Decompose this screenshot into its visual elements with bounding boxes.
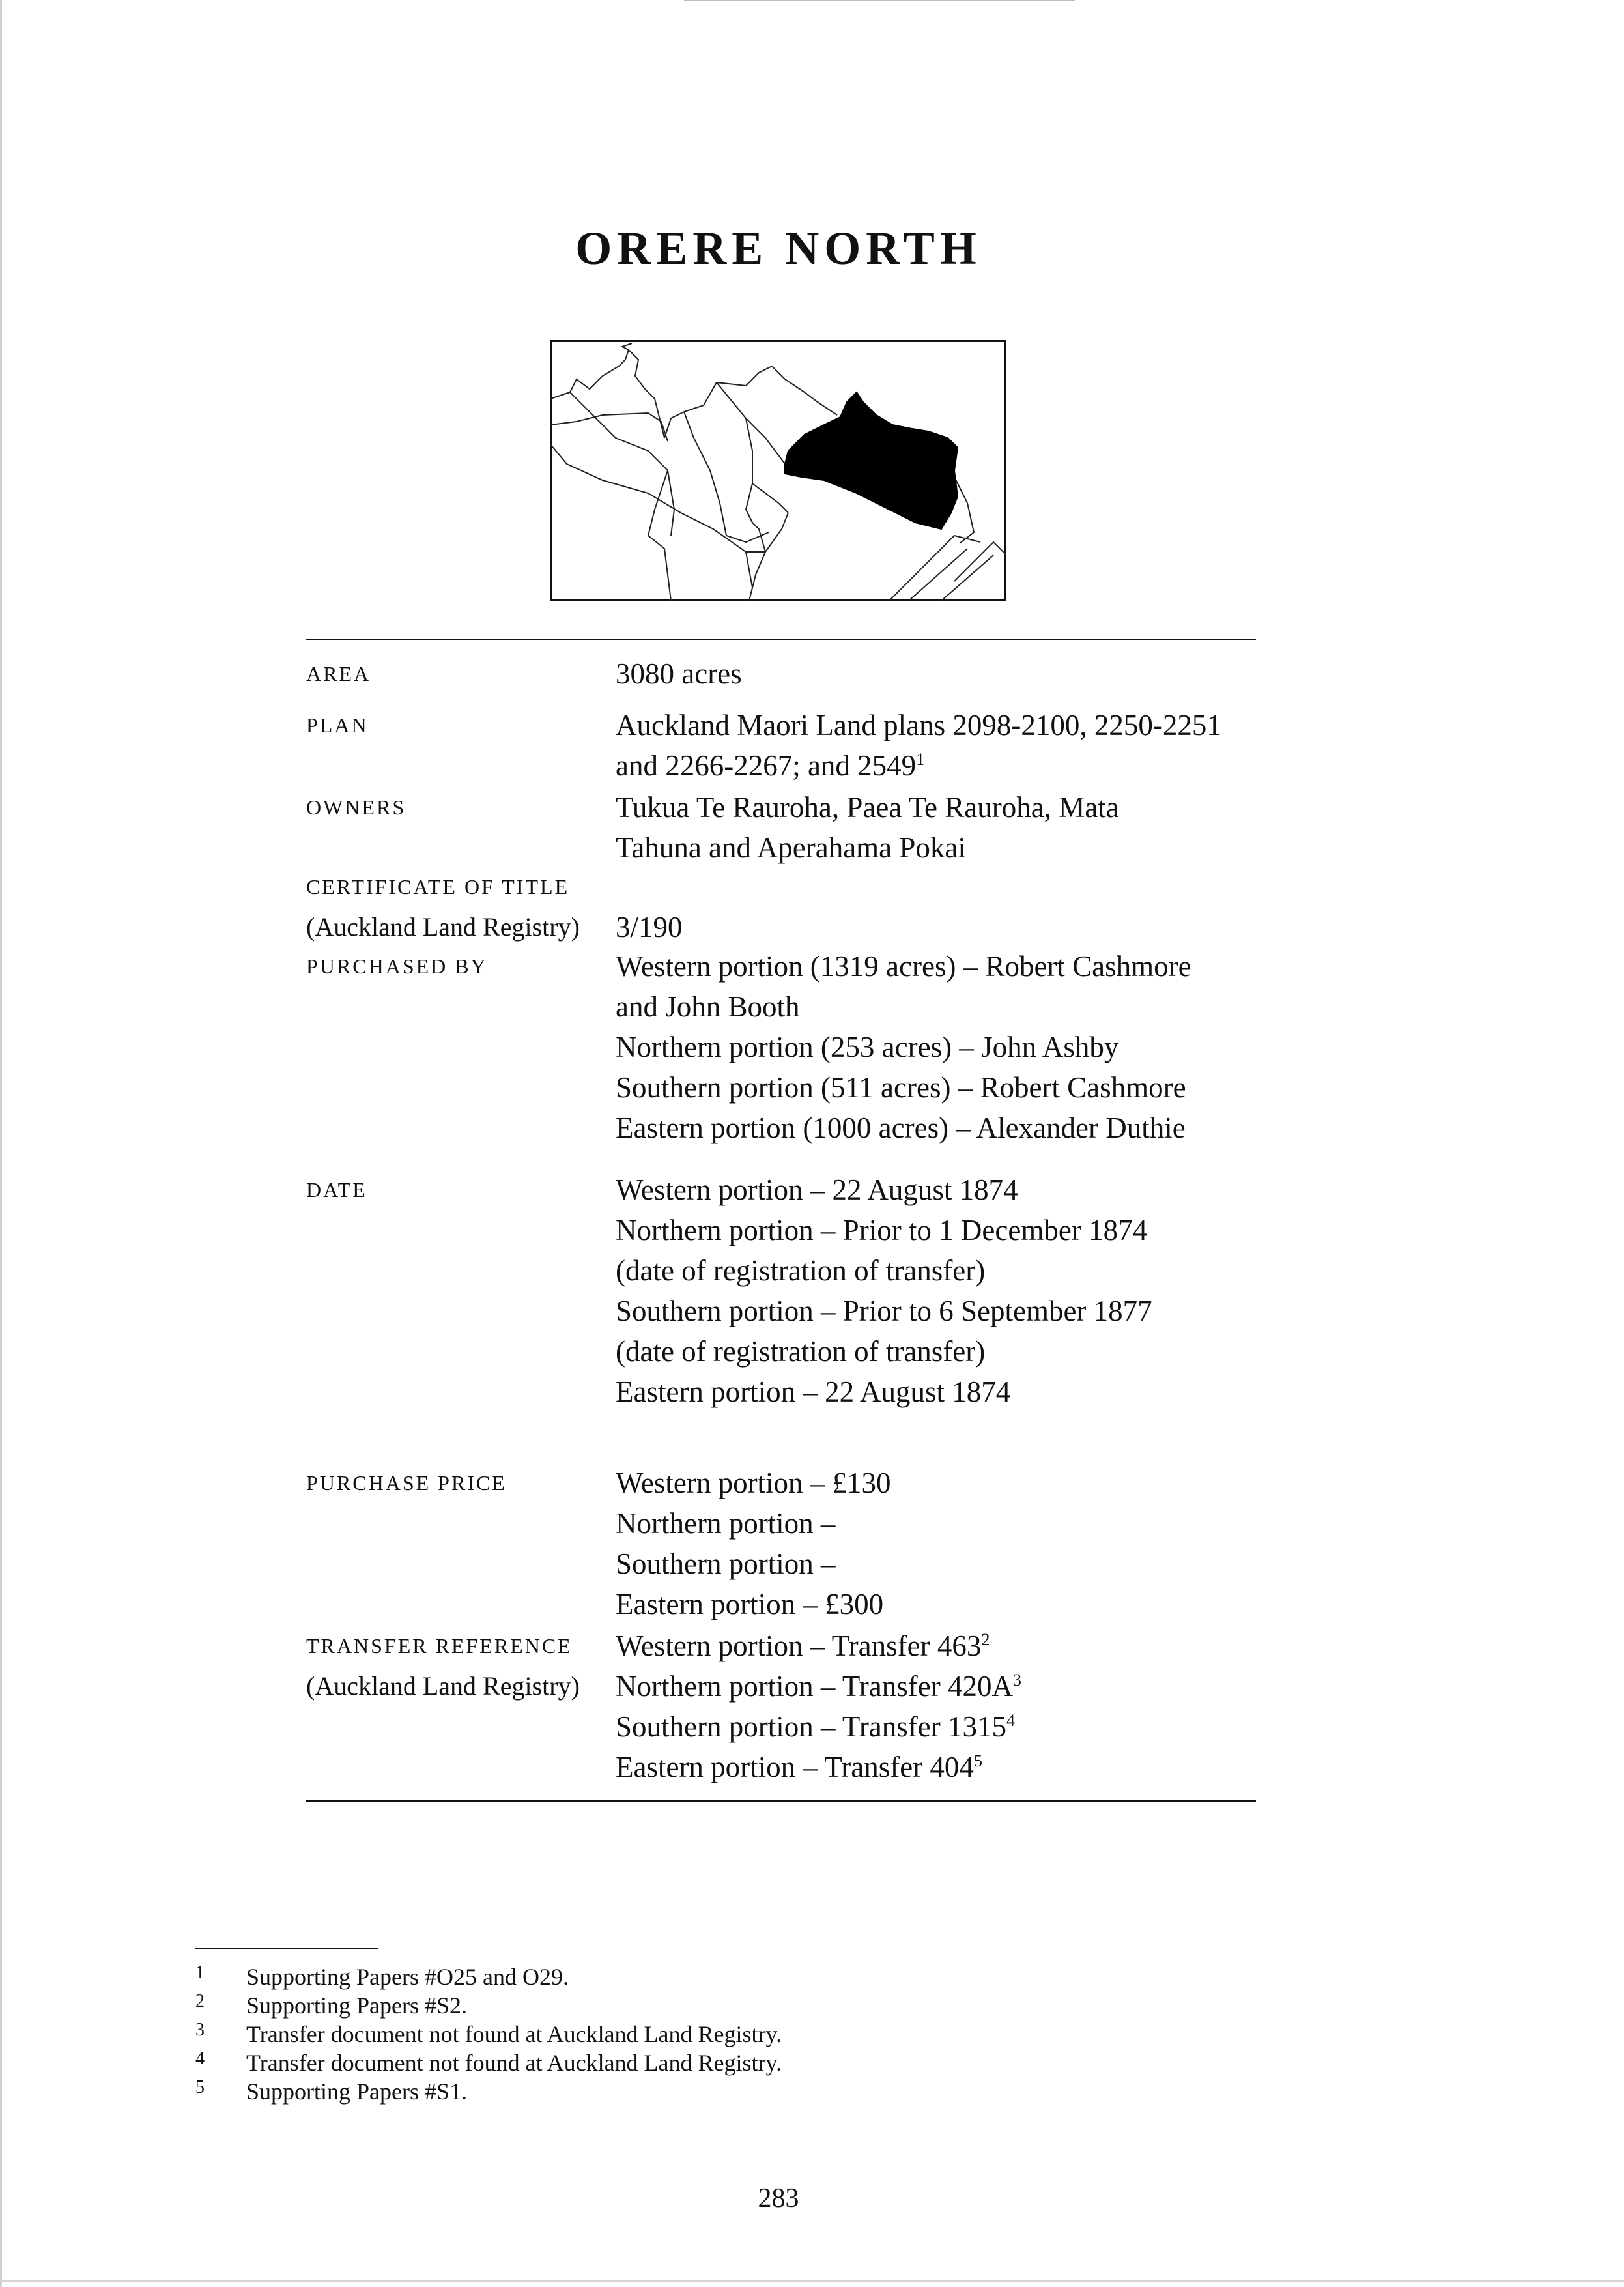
value-line: Eastern portion – £300	[616, 1588, 884, 1620]
row-label	[306, 1170, 599, 1210]
value-text: Western portion – Transfer 463	[616, 1630, 982, 1662]
footnote-number: 5	[195, 2077, 205, 2097]
value-line: Eastern portion – 22 August 1874	[616, 1375, 1011, 1408]
footnote-text: Supporting Papers #S2.	[246, 1992, 468, 2019]
footnote	[195, 2077, 1238, 2106]
row-label-text: AREA	[306, 662, 371, 685]
row-label-text: PURCHASED BY	[306, 955, 488, 978]
row-label	[306, 1463, 599, 1503]
footnote-number: 2	[195, 1991, 205, 2011]
value-text: Eastern portion – Transfer 404	[616, 1751, 974, 1783]
footnote-text: Transfer document not found at Auckland Land Registry.	[246, 2050, 782, 2076]
footnote-marker: 5	[973, 1751, 982, 1770]
row-value	[616, 705, 1261, 786]
value-line: and John Booth	[616, 990, 800, 1023]
table-bottom-rule	[306, 1800, 1256, 1802]
row-value	[616, 1170, 1261, 1412]
footnote	[195, 2020, 1238, 2049]
row-label-text: CERTIFICATE OF TITLE	[306, 875, 570, 899]
row-value	[616, 946, 1261, 1148]
value-line: Western portion – £130	[616, 1467, 891, 1499]
row-label-text: DATE	[306, 1178, 367, 1201]
value-line: Northern portion –	[616, 1507, 836, 1540]
footnote-rule	[195, 1948, 378, 1949]
row-label-text: TRANSFER REFERENCE	[306, 1634, 573, 1658]
value-line: Western portion (1319 acres) – Robert Cashmore	[616, 950, 1191, 983]
footnote-marker: 1	[916, 750, 925, 769]
value-line: 3/190	[616, 911, 683, 943]
value-line	[616, 745, 1261, 786]
value-line	[616, 1666, 1261, 1706]
row-value	[616, 1463, 1261, 1624]
row-label-text: PLAN	[306, 713, 369, 737]
value-text: Auckland Maori Land plans 2098-2100, 2250-2251	[616, 709, 1221, 741]
value-line	[616, 1626, 1261, 1666]
location-map	[550, 340, 1006, 601]
footnote	[195, 1991, 1238, 2020]
row-sublabel: (Auckland Land Registry)	[306, 1671, 580, 1701]
row-label	[306, 705, 599, 745]
footnote	[195, 1963, 1238, 1991]
row-label	[306, 787, 599, 827]
value-line: Southern portion (511 acres) – Robert Cashmore	[616, 1071, 1186, 1104]
value-line: Northern portion – Prior to 1 December 1874	[616, 1214, 1148, 1246]
row-value	[616, 654, 1261, 694]
footnote-number: 3	[195, 2020, 205, 2040]
page-number: 283	[758, 2183, 799, 2213]
row-label	[306, 1626, 599, 1706]
footnote-number: 4	[195, 2049, 205, 2069]
value-line: (date of registration of transfer)	[616, 1335, 986, 1368]
page-title: ORERE NORTH	[575, 222, 982, 274]
value-line: Eastern portion (1000 acres) – Alexander Duthie	[616, 1112, 1186, 1144]
row-label	[306, 946, 599, 986]
row-label-text: OWNERS	[306, 796, 406, 819]
row-label	[306, 654, 599, 694]
value-text: Southern portion – Transfer 1315	[616, 1710, 1006, 1743]
table-top-rule	[306, 639, 1256, 640]
value-line: Western portion – 22 August 1874	[616, 1173, 1018, 1206]
footnote-number: 1	[195, 1963, 205, 1983]
row-label-text: PURCHASE PRICE	[306, 1471, 507, 1495]
value-text: Northern portion – Transfer 420A	[616, 1670, 1013, 1703]
row-value	[616, 787, 1261, 868]
scan-edge-top	[684, 0, 1075, 1]
scan-edge-left	[0, 0, 2, 2287]
value-line: Southern portion – Prior to 6 September 1877	[616, 1295, 1152, 1327]
row-label	[306, 867, 599, 947]
value-line: Tukua Te Rauroha, Paea Te Rauroha, Mata	[616, 791, 1119, 824]
footnote	[195, 2049, 1238, 2077]
value-line: 3080 acres	[616, 657, 742, 690]
value-line	[616, 705, 1261, 745]
footnote-text: Supporting Papers #S1.	[246, 2078, 468, 2105]
footnote-marker: 4	[1006, 1711, 1015, 1730]
footnote-marker: 2	[981, 1630, 990, 1649]
row-value	[616, 1626, 1261, 1787]
footnote-text: Transfer document not found at Auckland Land Registry.	[246, 2021, 782, 2047]
value-text: and 2266-2267; and 2549	[616, 749, 917, 782]
footnotes	[195, 1963, 1238, 2106]
value-line: (date of registration of transfer)	[616, 1254, 986, 1287]
footnote-text: Supporting Papers #O25 and O29.	[246, 1964, 569, 1990]
value-line: Tahuna and Aperahama Pokai	[616, 831, 966, 864]
value-line: Northern portion (253 acres) – John Ashby	[616, 1031, 1119, 1063]
value-line	[616, 1706, 1261, 1747]
value-line: Southern portion –	[616, 1547, 836, 1580]
scan-edge-bottom	[0, 2280, 1624, 2282]
row-sublabel: (Auckland Land Registry)	[306, 912, 580, 942]
footnote-marker: 3	[1012, 1671, 1021, 1690]
row-value	[616, 907, 1261, 947]
value-line	[616, 1747, 1261, 1787]
